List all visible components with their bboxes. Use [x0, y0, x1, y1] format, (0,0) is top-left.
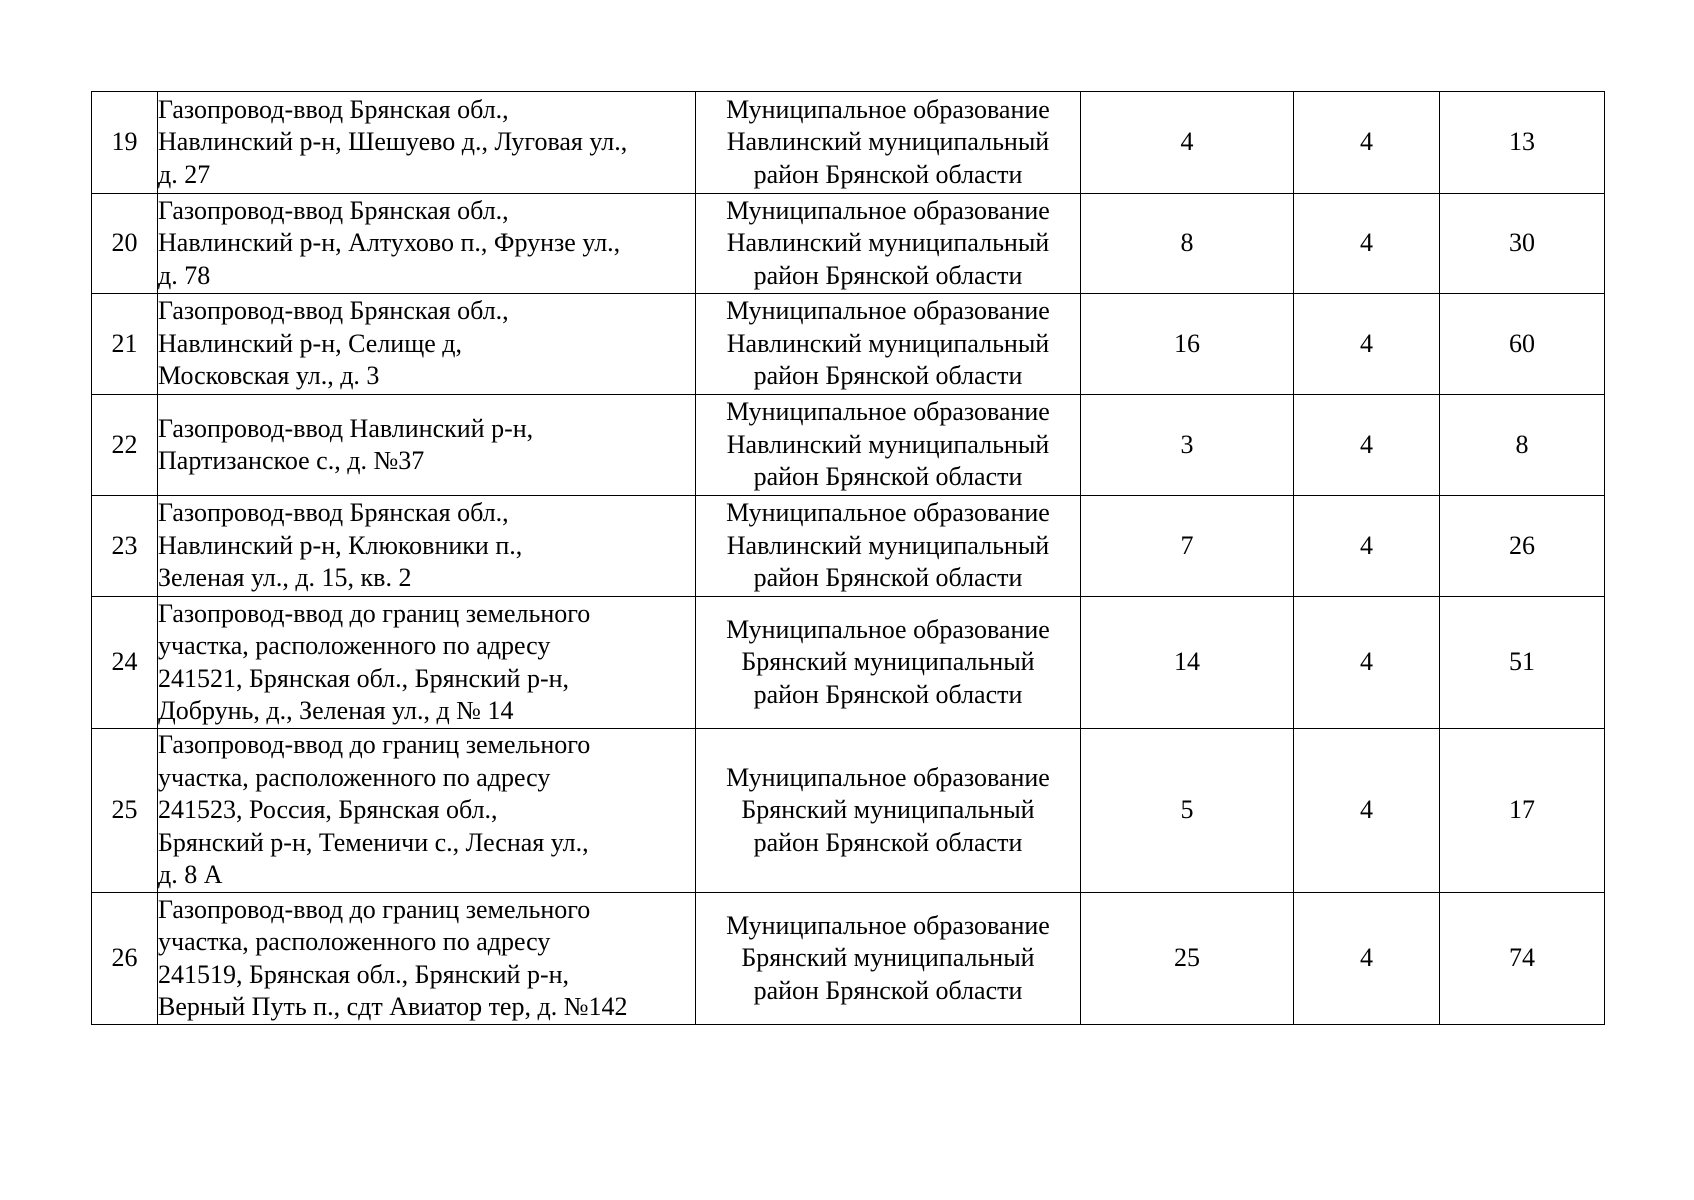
value-1: 14 — [1081, 597, 1294, 729]
object-name: Газопровод-ввод Брянская обл., Навлинский р-н, Селище д, Московская ул., д. 3 — [158, 294, 696, 395]
row-number: 21 — [92, 294, 158, 395]
value-1: 4 — [1081, 92, 1294, 194]
value-2: 4 — [1294, 194, 1440, 294]
object-name: Газопровод-ввод Брянская обл., Навлинский р-н, Шешуево д., Луговая ул., д. 27 — [158, 92, 696, 194]
owner: Муниципальное образование Брянский муниципальный район Брянской области — [696, 893, 1081, 1025]
value-2: 4 — [1294, 893, 1440, 1025]
value-2: 4 — [1294, 729, 1440, 893]
row-number: 23 — [92, 496, 158, 597]
value-3: 17 — [1440, 729, 1605, 893]
object-name: Газопровод-ввод до границ земельного участка, расположенного по адресу 241519, Брянская обл., Брянский р-н, Верный Путь п., сдт Авиатор тер, д. №142 — [158, 893, 696, 1025]
value-1: 7 — [1081, 496, 1294, 597]
value-2: 4 — [1294, 92, 1440, 194]
value-3: 13 — [1440, 92, 1605, 194]
table-row — [92, 496, 1605, 597]
object-name: Газопровод-ввод Навлинский р-н, Партизанское с., д. №37 — [158, 395, 696, 496]
value-2: 4 — [1294, 597, 1440, 729]
owner: Муниципальное образование Брянский муниципальный район Брянской области — [696, 729, 1081, 893]
table-row — [92, 597, 1605, 729]
gas-pipeline-table — [91, 91, 1605, 1025]
table-row — [92, 395, 1605, 496]
owner: Муниципальное образование Навлинский муниципальный район Брянской области — [696, 92, 1081, 194]
value-2: 4 — [1294, 294, 1440, 395]
table-row — [92, 893, 1605, 1025]
object-name: Газопровод-ввод до границ земельного участка, расположенного по адресу 241521, Брянская обл., Брянский р-н, Добрунь, д., Зеленая ул., д № 14 — [158, 597, 696, 729]
row-number: 19 — [92, 92, 158, 194]
object-name: Газопровод-ввод Брянская обл., Навлинский р-н, Клюковники п., Зеленая ул., д. 15, кв. 2 — [158, 496, 696, 597]
owner: Муниципальное образование Навлинский муниципальный район Брянской области — [696, 496, 1081, 597]
value-1: 8 — [1081, 194, 1294, 294]
value-3: 26 — [1440, 496, 1605, 597]
owner: Муниципальное образование Навлинский муниципальный район Брянской области — [696, 194, 1081, 294]
object-name: Газопровод-ввод до границ земельного участка, расположенного по адресу 241523, Россия, Брянская обл., Брянский р-н, Теменичи с., Лесная ул., д. 8 А — [158, 729, 696, 893]
row-number: 25 — [92, 729, 158, 893]
value-1: 25 — [1081, 893, 1294, 1025]
value-2: 4 — [1294, 496, 1440, 597]
object-name: Газопровод-ввод Брянская обл., Навлинский р-н, Алтухово п., Фрунзе ул., д. 78 — [158, 194, 696, 294]
value-1: 5 — [1081, 729, 1294, 893]
table-row — [92, 92, 1605, 194]
table-row — [92, 194, 1605, 294]
value-1: 3 — [1081, 395, 1294, 496]
row-number: 20 — [92, 194, 158, 294]
value-3: 60 — [1440, 294, 1605, 395]
owner: Муниципальное образование Навлинский муниципальный район Брянской области — [696, 294, 1081, 395]
value-1: 16 — [1081, 294, 1294, 395]
value-3: 30 — [1440, 194, 1605, 294]
row-number: 26 — [92, 893, 158, 1025]
value-3: 74 — [1440, 893, 1605, 1025]
owner: Муниципальное образование Навлинский муниципальный район Брянской области — [696, 395, 1081, 496]
owner: Муниципальное образование Брянский муниципальный район Брянской области — [696, 597, 1081, 729]
table-row — [92, 729, 1605, 893]
value-3: 51 — [1440, 597, 1605, 729]
row-number: 22 — [92, 395, 158, 496]
row-number: 24 — [92, 597, 158, 729]
value-2: 4 — [1294, 395, 1440, 496]
value-3: 8 — [1440, 395, 1605, 496]
table-row — [92, 294, 1605, 395]
